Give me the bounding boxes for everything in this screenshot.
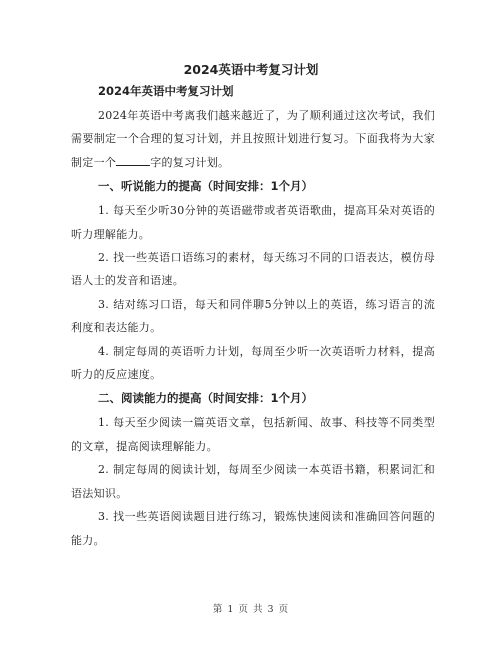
page-number-footer: 第 1 页 共 3 页 (212, 604, 290, 615)
document-subtitle: 2024年英语中考复习计划 (98, 84, 234, 98)
section-heading-reading: 二、阅读能力的提高（时间安排：1个月） (98, 391, 313, 406)
intro-text-before-blank: 2024年英语中考离我们越来越近了，为了顺利通过这次考试，我们需要制定一个合理的复习计划，并且按照计划进行复习。下面我将为大家制定一个 (71, 109, 435, 169)
document-title: 2024英语中考复习计划 (183, 62, 319, 77)
list-item: 1. 每天至少听30分钟的英语磁带或者英语歌曲，提高耳朵对英语的听力理解能力。 (71, 204, 435, 241)
intro-text-after-blank: 字的复习计划。 (150, 155, 230, 169)
list-item: 4. 制定每周的英语听力计划，每周至少听一次英语听力材料，提高听力的反应速度。 (71, 344, 435, 382)
fill-in-blank (116, 153, 150, 166)
list-item: 1. 每天至少阅读一篇英语文章，包括新闻、故事、科技等不同类型的文章，提高阅读理解能力。 (71, 416, 435, 453)
document-body (71, 78, 435, 552)
list-item: 2. 找一些英语口语练习的素材，每天练习不同的口语表达，模仿母语人士的发音和语速。 (71, 251, 435, 288)
list-item: 3. 找一些英语阅读题目进行练习，锻炼快速阅读和准确回答问题的能力。 (71, 510, 435, 547)
intro-paragraph (71, 104, 435, 174)
section-heading-listening-speaking: 一、听说能力的提高（时间安排：1个月） (98, 179, 313, 194)
list-item: 2. 制定每周的阅读计划，每周至少阅读一本英语书籍，积累词汇和语法知识。 (71, 463, 435, 500)
list-item: 3. 结对练习口语，每天和同伴聊5分钟以上的英语，练习语言的流利度和表达能力。 (71, 297, 435, 335)
